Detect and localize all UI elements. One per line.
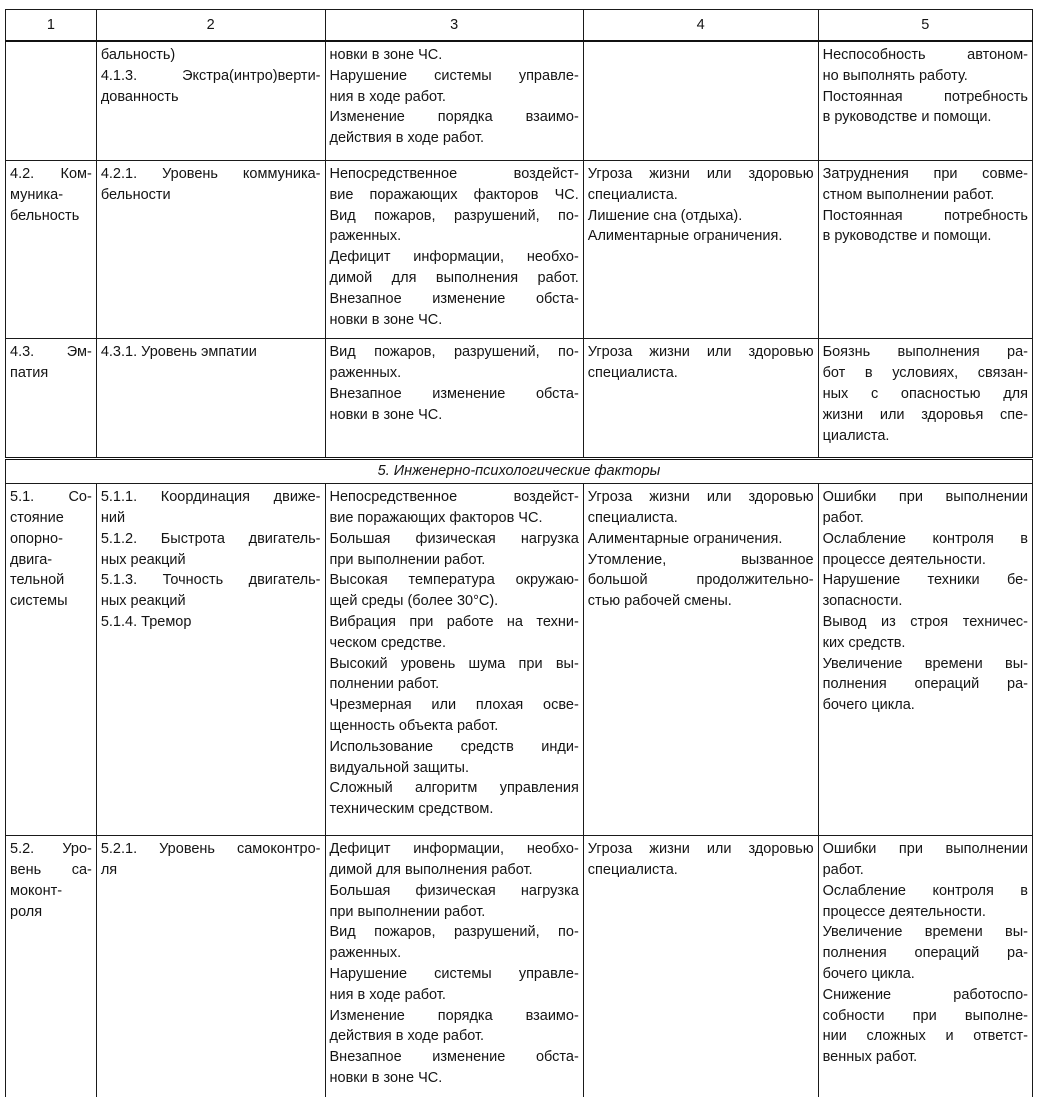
text-line: Внезапное изменение обста-	[329, 1049, 579, 1066]
text-line: Боязнь выполнения ра-	[822, 344, 1028, 361]
text-line: Угроза жизни или здоровью	[587, 166, 814, 182]
text-line: работ.	[822, 861, 864, 878]
text-line: Большая физическая нагрузка	[329, 530, 579, 547]
text-line: Неспособность автоном-	[822, 47, 1028, 63]
text-line: ных реакций	[100, 551, 186, 568]
text-line: раженных.	[329, 945, 402, 962]
text-line: патия	[10, 365, 49, 382]
consequences-cell	[818, 41, 1032, 161]
conditions-cell	[325, 484, 583, 836]
text-line: 5.2. Уро-	[10, 841, 92, 858]
text-line: Внезапное изменение обста-	[329, 290, 579, 307]
text-line: 5.1.1. Координация движе-	[100, 489, 321, 506]
factor-cell	[6, 161, 97, 339]
indicator-cell	[96, 836, 325, 1098]
text-line: Чрезмерная или плохая осве-	[329, 697, 579, 714]
text-line: ния в ходе работ.	[329, 88, 446, 105]
text-line: зопасности.	[822, 593, 903, 610]
text-line: Ошибки при выполнении	[822, 489, 1028, 506]
text-line: стояние	[10, 509, 64, 526]
text-line: муника-	[10, 186, 64, 203]
text-line: ля	[100, 861, 118, 878]
text-line: специалиста.	[587, 509, 678, 526]
text-line: Дефицит информации, необхо-	[329, 249, 579, 266]
text-line: опорно-	[10, 530, 63, 547]
text-line: дованность	[100, 88, 179, 105]
text-line: работ.	[822, 509, 864, 526]
table-row	[6, 484, 1033, 836]
factor-cell	[6, 339, 97, 459]
text-line: Непосредственное воздейст-	[329, 166, 579, 182]
text-line: при выполнении работ.	[329, 551, 486, 568]
text-line: Постоянная потребность	[822, 88, 1028, 105]
text-line: собности при выполне-	[822, 1007, 1028, 1024]
text-line: 5.1.4. Тремор	[100, 613, 192, 630]
text-line: но выполнять работу.	[822, 67, 968, 84]
text-line: моконт-	[10, 882, 63, 899]
text-line: Алиментарные ограничения.	[587, 530, 783, 547]
text-line: новки в зоне ЧС.	[329, 1069, 443, 1086]
indicator-cell	[96, 161, 325, 339]
factor-cell	[6, 484, 97, 836]
text-line: Вид пожаров, разрушений, по-	[329, 344, 579, 361]
text-line: венных работ.	[822, 1049, 918, 1066]
text-line: большой продолжительно-	[587, 572, 814, 589]
text-line: Большая физическая нагрузка	[329, 882, 579, 899]
text-line: новки в зоне ЧС.	[329, 406, 443, 423]
text-line: 4.3.1. Уровень эмпатии	[100, 344, 257, 361]
text-line: Лишение сна (отдыха).	[587, 207, 743, 224]
text-line: роля	[10, 903, 43, 920]
header-cell-3: 3	[325, 10, 583, 42]
stress-factors-cell	[583, 484, 818, 836]
text-line: Использование средств инди-	[329, 738, 579, 755]
text-line: процессе деятельности.	[822, 903, 986, 920]
text-line: Увеличение времени вы-	[822, 655, 1028, 672]
text-line: ных с опасностью для	[822, 385, 1028, 402]
text-line: Нарушение техники бе-	[822, 572, 1028, 589]
text-line: Постоянная потребность	[822, 207, 1028, 224]
text-line: 5.2.1. Уровень самоконтро-	[100, 841, 321, 858]
text-line: стном выполнении работ.	[822, 186, 995, 203]
text-line: техническим средством.	[329, 801, 494, 818]
header-cell-2: 2	[96, 10, 325, 42]
header-cell-5: 5	[818, 10, 1032, 42]
table-row	[6, 339, 1033, 459]
stress-factors-cell	[583, 339, 818, 459]
text-line: бельность	[10, 207, 80, 224]
text-line: Ослабление контроля в	[822, 882, 1028, 899]
consequences-cell	[818, 484, 1032, 836]
document-page	[5, 9, 1033, 1097]
consequences-cell	[818, 161, 1032, 339]
text-line: тельной	[10, 572, 65, 589]
text-line: бальность)	[100, 47, 176, 63]
text-line: щей среды (более 30°С).	[329, 593, 499, 610]
text-line: специалиста.	[587, 861, 678, 878]
text-line: Вибрация при работе на техни-	[329, 613, 579, 630]
text-line: 4.1.3. Экстра(интро)верти-	[100, 67, 321, 84]
text-line: нии сложных и ответст-	[822, 1028, 1028, 1045]
text-line: Утомление, вызванное	[587, 551, 814, 568]
header-cell-4: 4	[583, 10, 818, 42]
text-line: димой для выполнения работ.	[329, 269, 579, 286]
consequences-cell	[818, 339, 1032, 459]
text-line: Дефицит информации, необхо-	[329, 841, 579, 858]
text-line: Угроза жизни или здоровью	[587, 344, 814, 361]
text-line: ческом средстве.	[329, 634, 446, 651]
table-row	[6, 836, 1033, 1098]
text-line: 4.3. Эм-	[10, 344, 92, 361]
text-line: Затруднения при совме-	[822, 166, 1028, 182]
text-line: 5.1.2. Быстрота двигатель-	[100, 530, 321, 547]
table-row	[6, 41, 1033, 161]
indicator-cell	[96, 339, 325, 459]
text-line: системы	[10, 593, 68, 610]
text-line: Высокая температура окружаю-	[329, 572, 579, 589]
indicator-cell	[96, 41, 325, 161]
text-line: Ослабление контроля в	[822, 530, 1028, 547]
text-line: раженных.	[329, 365, 402, 382]
text-line: Сложный алгоритм управления	[329, 780, 579, 797]
text-line: вень са-	[10, 861, 92, 878]
text-line: жизни или здоровья спе-	[822, 406, 1028, 423]
text-line: при выполнении работ.	[329, 903, 486, 920]
header-cell-1: 1	[6, 10, 97, 42]
text-line: в руководстве и помощи.	[822, 228, 992, 245]
factors-table	[5, 9, 1033, 1097]
text-line: щенность объекта работ.	[329, 717, 499, 734]
text-line: раженных.	[329, 228, 402, 245]
text-line: Вывод из строя техничес-	[822, 613, 1028, 630]
text-line: бочего цикла.	[822, 697, 915, 714]
text-line: Непосредственное воздейст-	[329, 489, 579, 506]
text-line: Нарушение системы управле-	[329, 965, 579, 982]
text-line: стью рабочей смены.	[587, 593, 732, 610]
text-line: Высокий уровень шума при вы-	[329, 655, 579, 672]
stress-factors-cell	[583, 836, 818, 1098]
stress-factors-cell	[583, 41, 818, 161]
text-line: димой для выполнения работ.	[329, 861, 533, 878]
text-line: Нарушение системы управле-	[329, 67, 579, 84]
text-line: вие поражающих факторов ЧС.	[329, 186, 579, 203]
factor-cell	[6, 836, 97, 1098]
text-line: действия в ходе работ.	[329, 1028, 485, 1045]
text-line: в руководстве и помощи.	[822, 109, 992, 126]
text-line: специалиста.	[587, 186, 678, 203]
text-line: 4.2.1. Уровень коммуника-	[100, 166, 321, 182]
text-line: вие поражающих факторов ЧС.	[329, 509, 543, 526]
text-line: действия в ходе работ.	[329, 130, 485, 147]
conditions-cell	[325, 339, 583, 459]
text-line: Угроза жизни или здоровью	[587, 489, 814, 506]
text-line: полнения операций ра-	[822, 676, 1028, 693]
text-line: 5.1. Со-	[10, 489, 92, 506]
conditions-cell	[325, 41, 583, 161]
text-line: двига-	[10, 551, 53, 568]
table-row	[6, 161, 1033, 339]
text-line: ния в ходе работ.	[329, 986, 446, 1003]
section-title: 5. Инженерно-психологические факторы	[6, 459, 1033, 484]
text-line: Снижение работоспо-	[822, 986, 1028, 1003]
factor-cell	[6, 41, 97, 161]
text-line: бочего цикла.	[822, 965, 915, 982]
text-line: Изменение порядка взаимо-	[329, 109, 579, 126]
text-line: циалиста.	[822, 427, 890, 444]
section-row	[6, 459, 1033, 484]
text-line: новки в зоне ЧС.	[329, 311, 443, 328]
text-line: видуальной защиты.	[329, 759, 469, 776]
text-line: Внезапное изменение обста-	[329, 385, 579, 402]
text-line: полнении работ.	[329, 676, 440, 693]
text-line: Угроза жизни или здоровью	[587, 841, 814, 858]
conditions-cell	[325, 836, 583, 1098]
text-line: Вид пожаров, разрушений, по-	[329, 207, 579, 224]
conditions-cell	[325, 161, 583, 339]
text-line: 5.1.3. Точность двигатель-	[100, 572, 321, 589]
text-line: ных реакций	[100, 593, 186, 610]
text-line: 4.2. Ком-	[10, 166, 92, 182]
text-line: процессе деятельности.	[822, 551, 986, 568]
consequences-cell	[818, 836, 1032, 1098]
text-line: новки в зоне ЧС.	[329, 47, 443, 63]
stress-factors-cell	[583, 161, 818, 339]
text-line: специалиста.	[587, 365, 678, 382]
text-line: ких средств.	[822, 634, 906, 651]
header-row	[6, 10, 1033, 42]
text-line: Ошибки при выполнении	[822, 841, 1028, 858]
indicator-cell	[96, 484, 325, 836]
text-line: Вид пожаров, разрушений, по-	[329, 924, 579, 941]
text-line: Изменение порядка взаимо-	[329, 1007, 579, 1024]
text-line: ний	[100, 509, 126, 526]
text-line: Увеличение времени вы-	[822, 924, 1028, 941]
text-line: бельности	[100, 186, 171, 203]
text-line: бот в условиях, связан-	[822, 365, 1028, 382]
text-line: Алиментарные ограничения.	[587, 228, 783, 245]
text-line: полнения операций ра-	[822, 945, 1028, 962]
